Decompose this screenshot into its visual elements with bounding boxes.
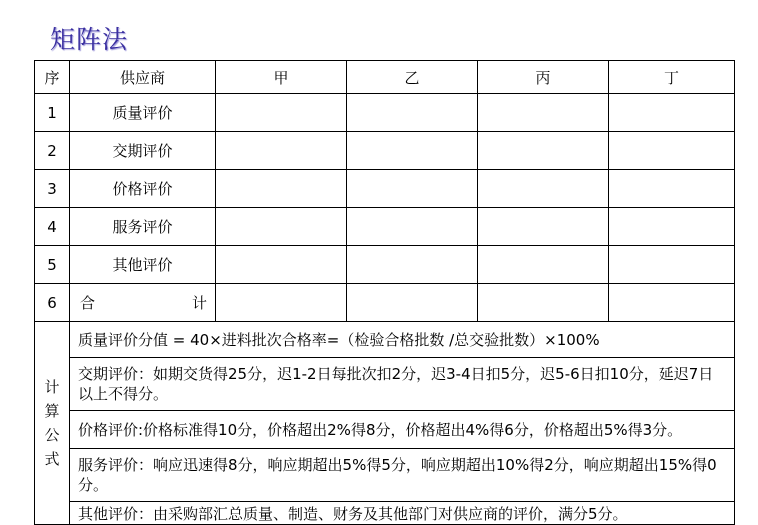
formula-price: 价格评价:价格标准得10分，价格超出2%得8分，价格超出4%得6分，价格超出5%得3分。	[70, 411, 735, 449]
score-cell[interactable]	[216, 132, 347, 170]
total-cell[interactable]	[609, 284, 735, 322]
score-cell[interactable]	[347, 246, 478, 284]
criterion-label: 交期评价	[70, 132, 216, 170]
header-index: 序	[35, 61, 70, 94]
score-cell[interactable]	[609, 94, 735, 132]
score-cell[interactable]	[478, 94, 609, 132]
score-cell[interactable]	[609, 246, 735, 284]
row-index: 4	[35, 208, 70, 246]
table-row	[35, 170, 735, 208]
table-row	[35, 94, 735, 132]
score-cell[interactable]	[609, 170, 735, 208]
score-cell[interactable]	[609, 208, 735, 246]
table-row	[35, 132, 735, 170]
criterion-label: 价格评价	[70, 170, 216, 208]
header-supplier-4: 丁	[609, 61, 735, 94]
total-cell[interactable]	[347, 284, 478, 322]
header-supplier-2: 乙	[347, 61, 478, 94]
score-cell[interactable]	[347, 208, 478, 246]
header-supplier: 供应商	[70, 61, 216, 94]
score-cell[interactable]	[347, 132, 478, 170]
formula-delivery: 交期评价：如期交货得25分，迟1-2日每批次扣2分，迟3-4日扣5分，迟5-6日扣10分，延迟7日以上不得分。	[70, 358, 735, 411]
row-index: 2	[35, 132, 70, 170]
criterion-label: 服务评价	[70, 208, 216, 246]
row-index: 1	[35, 94, 70, 132]
criterion-label: 其他评价	[70, 246, 216, 284]
score-cell[interactable]	[478, 208, 609, 246]
formula-side-char: 算	[44, 402, 60, 420]
formula-side-char: 式	[44, 450, 60, 468]
score-cell[interactable]	[478, 132, 609, 170]
score-cell[interactable]	[216, 170, 347, 208]
row-index: 6	[35, 284, 70, 322]
formula-other: 其他评价：由采购部汇总质量、制造、财务及其他部门对供应商的评价，满分5分。	[70, 502, 735, 525]
criterion-label: 质量评价	[70, 94, 216, 132]
table-row	[35, 208, 735, 246]
row-index: 5	[35, 246, 70, 284]
total-label-right: 计	[191, 294, 207, 312]
header-row	[35, 61, 735, 94]
score-cell[interactable]	[216, 246, 347, 284]
formula-row	[35, 322, 735, 358]
score-cell[interactable]	[216, 94, 347, 132]
score-cell[interactable]	[478, 246, 609, 284]
formula-side-char: 计	[44, 378, 60, 396]
formula-row	[35, 411, 735, 449]
score-cell[interactable]	[478, 170, 609, 208]
header-supplier-3: 丙	[478, 61, 609, 94]
formula-row	[35, 502, 735, 525]
score-cell[interactable]	[609, 132, 735, 170]
formula-side-char: 公	[44, 426, 60, 444]
row-index: 3	[35, 170, 70, 208]
total-cell[interactable]	[216, 284, 347, 322]
total-label-left: 合	[80, 294, 96, 312]
formula-side-label	[35, 322, 70, 525]
score-cell[interactable]	[347, 94, 478, 132]
total-row	[35, 284, 735, 322]
score-cell[interactable]	[347, 170, 478, 208]
formula-quality: 质量评价分值 = 40×进料批次合格率=（检验合格批数 /总交验批数）×100%	[70, 322, 735, 358]
formula-service: 服务评价：响应迅速得8分，响应期超出5%得5分，响应期超出10%得2分，响应期超出15%得0分。	[70, 449, 735, 502]
total-label	[70, 284, 216, 322]
formula-row	[35, 449, 735, 502]
score-cell[interactable]	[216, 208, 347, 246]
header-supplier-1: 甲	[216, 61, 347, 94]
formula-row	[35, 358, 735, 411]
table-row	[35, 246, 735, 284]
page-title: 矩阵法	[50, 25, 129, 54]
supplier-matrix-table	[34, 60, 735, 525]
total-cell[interactable]	[478, 284, 609, 322]
